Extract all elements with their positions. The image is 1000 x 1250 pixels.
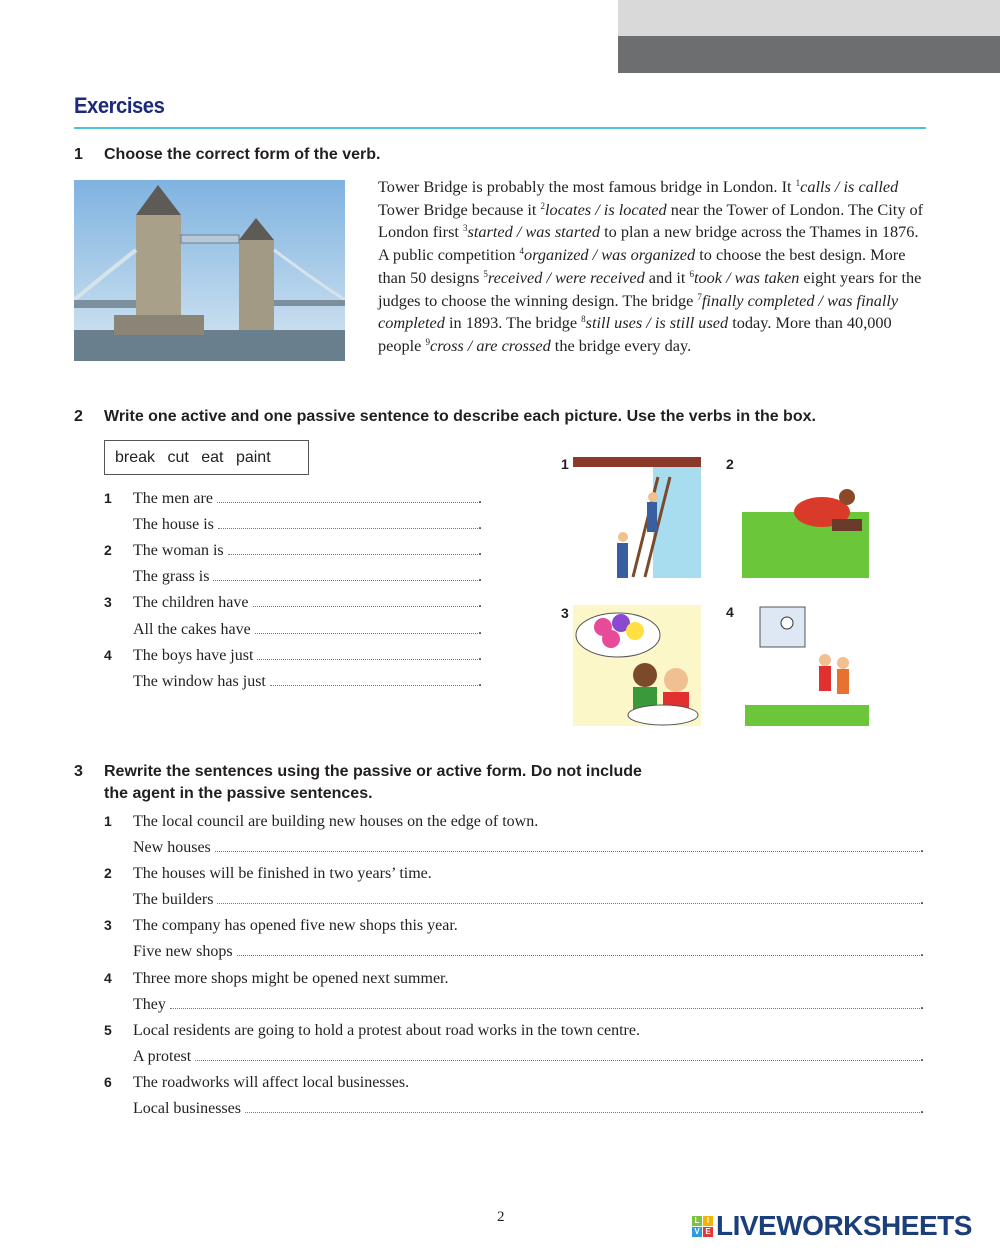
- ex3-prompt-row: [104, 865, 432, 887]
- picture-label-2: 2: [726, 456, 734, 472]
- logo-tiles: [692, 1216, 713, 1237]
- page-title: Exercises: [74, 93, 165, 118]
- ex2-item-row: [104, 542, 482, 564]
- verb-choice[interactable]: organized / was organized: [524, 245, 696, 265]
- verb-choice[interactable]: started / was started: [467, 222, 601, 242]
- verb-choice[interactable]: calls / is called: [800, 177, 899, 196]
- answer-line[interactable]: [170, 997, 920, 1009]
- item-number: 2: [104, 865, 112, 882]
- logo-text: LIVEWORKSHEETS: [716, 1210, 972, 1241]
- answer-line[interactable]: [245, 1101, 920, 1113]
- item-number: 7: [697, 291, 702, 302]
- ex3-prompt-text: The roadworks will affect local businesses.: [133, 1074, 410, 1091]
- item-number: 1: [795, 178, 801, 188]
- logo-tile: E: [703, 1227, 713, 1237]
- picture-painting-house: [573, 457, 701, 578]
- ex2-item-text: The woman is: [133, 542, 224, 560]
- ex2-item-row: [104, 568, 482, 590]
- ex1-paragraph: [378, 176, 928, 358]
- ex3-answer-row: [104, 996, 924, 1018]
- ex3-answer-text: They: [133, 995, 166, 1013]
- picture-label-1: 1: [561, 456, 569, 472]
- picture-label-4: 4: [726, 604, 734, 620]
- logo-tile: V: [692, 1227, 702, 1237]
- title-rule: [74, 127, 926, 129]
- ex2-item-text: All the cakes have: [133, 620, 251, 638]
- header-band-dark: [618, 36, 1000, 73]
- paragraph-text: to choose the best design. More than 50 designs: [378, 245, 906, 287]
- answer-line[interactable]: [217, 892, 920, 904]
- ex3-answer-text: A protest: [133, 1047, 192, 1065]
- header-band-light: [618, 0, 1000, 36]
- ex3-answer-text: Five new shops: [133, 943, 233, 961]
- item-number: 2: [540, 200, 546, 211]
- ex1-heading: [74, 146, 381, 164]
- picture-cutting-grass: [742, 457, 869, 578]
- paragraph-text: in 1893. The bridge: [444, 313, 582, 333]
- answer-line[interactable]: [213, 569, 478, 581]
- item-number: 6: [104, 1074, 112, 1090]
- answer-line[interactable]: [215, 840, 920, 852]
- ex3-answer-row: [104, 1100, 924, 1122]
- ex3-answer-text: Local businesses: [133, 1100, 241, 1117]
- page-number: 2: [497, 1209, 505, 1225]
- answer-line[interactable]: [217, 491, 478, 503]
- ex3-prompt-text: The local council are building new houses on the edge of town.: [133, 813, 539, 830]
- ex2-number: 2: [74, 408, 83, 425]
- item-number: 3: [104, 917, 112, 934]
- item-number: 4: [104, 646, 112, 663]
- item-number: 5: [104, 1021, 112, 1038]
- verb-box: break cut eat paint: [104, 440, 309, 475]
- answer-line[interactable]: [270, 674, 478, 686]
- ex3-number: 3: [74, 763, 83, 780]
- ex3-prompt-text: Local residents are going to hold a protest about road works in the town centre.: [133, 1021, 640, 1039]
- ex1-number: 1: [74, 146, 83, 163]
- answer-line[interactable]: [228, 543, 478, 555]
- ex2-item-row: [104, 647, 482, 669]
- tower-bridge-photo: [74, 180, 345, 361]
- ex2-item-text: The men are: [133, 490, 213, 507]
- ex3-prompt-row: [104, 1022, 640, 1044]
- ex3-prompt-text: Three more shops might be opened next summer.: [133, 969, 449, 987]
- full-stop: .: [920, 891, 924, 909]
- full-stop: .: [478, 516, 482, 534]
- verb-choice[interactable]: received / were received: [487, 267, 645, 287]
- ex2-item-text: The boys have just: [133, 646, 254, 664]
- full-stop: .: [478, 620, 482, 638]
- ex3-prompt-row: [104, 917, 458, 939]
- answer-line[interactable]: [253, 595, 479, 607]
- item-number: 1: [104, 813, 112, 829]
- answer-line[interactable]: [255, 622, 478, 634]
- ex2-item-text: The grass is: [133, 568, 210, 586]
- ex2-instruction: Write one active and one passive sentence to describe each picture. Use the verbs in the box.: [104, 408, 816, 425]
- ex3-instruction-line2: the agent in the passive sentences.: [104, 785, 373, 802]
- full-stop: .: [920, 943, 924, 961]
- logo-tile: L: [692, 1216, 702, 1226]
- full-stop: .: [478, 646, 482, 664]
- ex3-answer-row: [104, 839, 924, 861]
- full-stop: .: [920, 995, 924, 1013]
- ex3-answer-row: [104, 943, 924, 965]
- full-stop: .: [478, 490, 482, 507]
- ex2-heading: [74, 408, 816, 426]
- verb-choice[interactable]: finally completed / was finally completed: [378, 290, 899, 333]
- ex2-item-row: [104, 621, 482, 643]
- item-number: 4: [104, 969, 112, 986]
- verb-choice[interactable]: locates / is located: [545, 199, 667, 219]
- paragraph-text: the bridge every day.: [550, 335, 692, 355]
- ex2-item-text: The house is: [133, 516, 214, 534]
- ex3-prompt-row: [104, 813, 538, 835]
- ex3-prompt-row: [104, 1074, 409, 1096]
- item-number: 1: [104, 490, 112, 506]
- ex2-item-text: The window has just: [133, 672, 266, 690]
- item-number: 3: [463, 223, 468, 234]
- ex3-answer-row: [104, 1048, 924, 1070]
- full-stop: .: [478, 594, 482, 612]
- ex3-heading: [74, 761, 642, 805]
- paragraph-text: today. More than 40,000 people: [378, 313, 892, 355]
- ex2-item-text: The children have: [133, 594, 249, 612]
- answer-line[interactable]: [257, 648, 478, 660]
- ex2-item-row: [104, 516, 482, 538]
- liveworksheets-logo: [692, 1210, 972, 1242]
- paragraph-text: near the Tower of London. The City of London first: [378, 199, 924, 242]
- item-number: 9: [425, 336, 430, 347]
- ex3-prompt-row: [104, 970, 448, 992]
- full-stop: .: [920, 1047, 924, 1065]
- item-number: 6: [689, 268, 694, 279]
- full-stop: .: [920, 839, 924, 856]
- ex3-answer-row: [104, 891, 924, 913]
- ex1-instruction: Choose the correct form of the verb.: [104, 146, 381, 163]
- verb-choice[interactable]: cross / are crossed: [429, 335, 551, 355]
- logo-tile: I: [703, 1216, 713, 1226]
- paragraph-text: to plan a new bridge across the Thames in 1876. A public competition: [378, 222, 919, 265]
- ex3-prompt-text: The houses will be finished in two years’ time.: [133, 865, 432, 883]
- paragraph-text: Tower Bridge is probably the most famous bridge in London. It: [378, 177, 796, 196]
- picture-eating-cakes: [573, 605, 701, 726]
- ex2-item-row: [104, 594, 482, 616]
- answer-line[interactable]: [237, 944, 920, 956]
- paragraph-text: Tower Bridge because it: [378, 199, 541, 219]
- ex3-answer-text: The builders: [133, 891, 214, 909]
- full-stop: .: [478, 672, 482, 690]
- item-number: 3: [104, 594, 112, 611]
- full-stop: .: [478, 568, 482, 586]
- answer-line[interactable]: [195, 1049, 920, 1061]
- item-number: 5: [483, 268, 488, 279]
- paragraph-text: eight years for the judges to choose the winning design. The bridge: [378, 267, 922, 310]
- ex3-prompt-text: The company has opened five new shops this year.: [133, 917, 458, 935]
- ex3-instruction-line1: Rewrite the sentences using the passive or active form. Do not include: [104, 763, 642, 780]
- full-stop: .: [920, 1100, 924, 1117]
- picture-broken-window: [745, 605, 869, 726]
- ex3-answer-text: New houses: [133, 839, 211, 856]
- answer-line[interactable]: [218, 517, 478, 529]
- item-number: 8: [581, 314, 586, 325]
- item-number: 2: [104, 542, 112, 559]
- verb-choice[interactable]: still uses / is still used: [585, 313, 729, 333]
- item-number: 4: [519, 246, 525, 257]
- ex2-item-row: [104, 673, 482, 695]
- paragraph-text: and it: [644, 267, 690, 287]
- ex2-item-row: [104, 490, 482, 512]
- picture-label-3: 3: [561, 605, 569, 621]
- verb-choice[interactable]: took / was taken: [693, 267, 800, 287]
- full-stop: .: [478, 542, 482, 560]
